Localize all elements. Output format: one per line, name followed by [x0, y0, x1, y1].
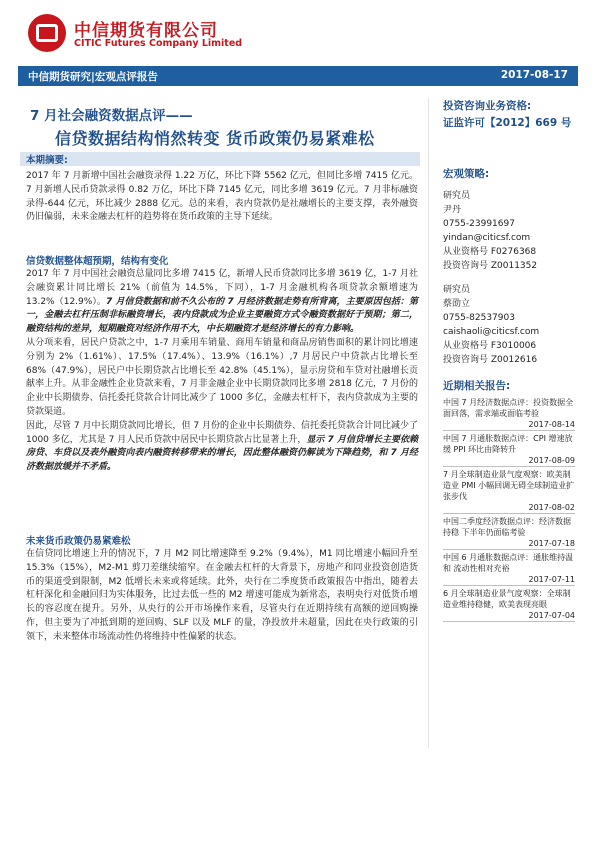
citic-logo-icon	[28, 14, 66, 52]
analyst1-qualification: 从业资格号 F0276368	[443, 247, 537, 257]
report-banner	[18, 66, 578, 86]
analyst1-name: 尹丹	[443, 205, 462, 215]
analyst1-consult-no: 投资咨询号 Z0011352	[443, 261, 538, 271]
section1-p1-normal: 2017 年 7 月中国社会融资总量同比多增 7415 亿，新增人民币贷款同比多增 3619 亿，1-7 月社会融资累计同比增长 21%（前值为 14.5%，下同），1-7 月金融机构各项贷款余额增速为 13.2%（12.9%）。	[26, 269, 418, 307]
company-name-cn: 中信期货有限公司	[74, 21, 218, 41]
summary-heading: 本期摘要:	[26, 155, 68, 166]
analyst-block	[443, 166, 575, 367]
report-date: 2017-08-17	[500, 69, 568, 81]
report-item[interactable]	[443, 552, 575, 586]
summary-band	[20, 152, 420, 166]
report-item-title[interactable]: 6 月全球制造业景气度观察：全球制造业维持稳健，欧美表现亮眼	[443, 589, 571, 609]
analyst1-phone: 0755-23991697	[443, 219, 515, 229]
analyst2-consult-no: 投资咨询号 Z0012616	[443, 355, 538, 365]
report-item-title[interactable]: 中国 7 月经济数据点评：投资数据全面回落，需求端或面临考验	[443, 398, 574, 418]
section1-body	[26, 268, 418, 475]
analyst1-role: 研究员	[443, 191, 471, 201]
section1-heading: 信贷数据整体超预期，结构有变化	[26, 256, 169, 267]
report-title-line2: 信贷数据结构悄然转变 货币政策仍易紧难松	[55, 129, 375, 148]
license-label: 投资咨询业务资格:	[443, 100, 532, 112]
report-item-date: 2017-07-18	[528, 539, 575, 548]
report-title-line1: 7 月社会融资数据点评——	[30, 108, 193, 124]
report-item[interactable]	[443, 397, 575, 431]
section1-p1-emphasis: 7 月信贷数据和前不久公布的 7 月经济数据走势有所背离，主要原因包括：第一，金融去杠杆压制非标融资增长，表内贷款成为企业主要融资方式令融资数据好于预期；第二，融资结构的差异，短期融资对经济作用不大，中长期融资才是经济增长的有力影响。	[26, 296, 418, 335]
section2-paragraph1: 在信贷同比增速上升的情况下，7 月 M2 同比增速降至 9.2%（9.4%），M1 同比增速小幅回升至 15.3%（15%），M2-M1 剪刀差继续缩窄。在金融去杠杆的大背景下，房地产和同业投资创造货币的渠道受到限制，M2 低增长未来或将延续。此外，央行在二季度货币政策报告中指出，随着去杠杆深化和金融回归为实体服务，比过去低一些的 M2 增速可能成为新常态，表明央行对低货币增长的容忍度在提升。另外，从央行的公开市场操作来看，尽管央行在近期持续有高额的逆回购操作，但主要为了冲抵到期的逆回购、SLF 以及 MLF 的量，净投放并未超量，因此在央行政策的引领下，未来整体市场流动性仍将维持中性偏紧的状态。	[26, 549, 418, 642]
report-item-date: 2017-08-09	[528, 456, 575, 465]
analyst2-email[interactable]: caishaoli@citicsf.com	[443, 327, 540, 337]
summary-paragraph: 2017 年 7 月新增中国社会融资录得 1.22 万亿，环比下降 5562 亿元，但同比多增 7415 亿元。7 月新增人民币贷款录得 0.82 万亿，环比下降 7145 亿元，同比多增 3619 亿元。7 月非标融资录得-644 亿元，环比减少 2888 亿元。总的来看，表内贷款仍是社融增长的主要支撑，表外融资仍旧偏弱，未来金融去杠杆的趋势将在货币政策的主导下延续。	[26, 171, 418, 223]
company-logo	[28, 14, 243, 58]
report-item-date: 2017-08-14	[528, 420, 575, 429]
report-item-title[interactable]: 7 月全球制造业景气度观察：欧美制造业 PMI 小幅回调无碍全球制造业扩张步伐	[443, 470, 575, 501]
related-reports	[443, 378, 575, 624]
report-item[interactable]	[443, 433, 575, 467]
section1-paragraph3	[26, 420, 418, 475]
strategy-heading: 宏观策略:	[443, 168, 490, 180]
analyst2-role: 研究员	[443, 285, 471, 295]
report-item[interactable]	[443, 516, 575, 550]
related-reports-heading: 近期相关报告:	[443, 380, 511, 392]
section1-p3-normal: 因此，尽管 7 月中长期贷款同比增长，但 7 月份的企业中长期债券、信托委托贷款合计同比减少了 1000 多亿，尤其是 7 月人民币贷款中居民中长期贷款占比显著上升，	[26, 420, 418, 445]
report-item-title[interactable]: 中国 7 月通胀数据点评：CPI 增速放缓 PPI 环比由降转升	[443, 434, 573, 454]
license-block	[443, 98, 575, 130]
section1-paragraph1	[26, 268, 418, 337]
license-number: 证监许可【2012】669 号	[443, 117, 572, 129]
report-item-title[interactable]: 中国二季度经济数据点评：经济数据持稳 下半年仍面临考验	[443, 517, 571, 537]
section1-p3-emphasis: 显示 7 月信贷增长主要依赖房贷、车贷以及表外融资向表内融资转移带来的增长，因此整体融资仍解读为下降趋势，和 7 月经济数据放缓并不矛盾。	[26, 434, 419, 473]
summary-text	[26, 170, 418, 225]
report-item-date: 2017-07-11	[528, 575, 575, 584]
analyst1-email[interactable]: yindan@citicsf.com	[443, 233, 531, 243]
company-name-en: CITIC Futures Company Limited	[74, 38, 243, 49]
column-divider	[428, 98, 429, 748]
report-category: 中信期货研究|宏观点评报告	[28, 71, 158, 83]
report-item-date: 2017-07-04	[528, 611, 575, 620]
analyst2-name: 蔡劭立	[443, 299, 471, 309]
report-item-title[interactable]: 中国 6 月通胀数据点评：通胀维持温和 流动性相对充裕	[443, 553, 574, 573]
section1-paragraph2: 从分项来看，居民户贷款之中，1-7 月乘用车销量、商用车销量和商品房销售面积的累计同比增速分别为 2%（1.61%）、17.5%（17.4%）、13.9%（16.1%）,7 月居民户中贷款占比增长至 68%（47.9%），居民户中长期贷款占比增长至 42.8%（45.1%），显示房贷和车贷对社融增长贡献率上升。从非金融性企业贷款来看，7 月非金融企业中长期贷款同比多增 2818 亿元，7 月份的企业中长期债券、信托委托贷款合计同比减少了 1000 多亿，金融去杠杆下，表内贷款成为主要的贷款渠道。	[26, 337, 418, 417]
report-item[interactable]	[443, 588, 575, 622]
report-item[interactable]	[443, 469, 575, 514]
analyst2-qualification: 从业资格号 F3010006	[443, 341, 537, 351]
report-item-date: 2017-08-02	[528, 503, 575, 512]
section2-heading: 未来货币政策仍易紧难松	[26, 536, 131, 547]
analyst2-phone: 0755-82537903	[443, 313, 515, 323]
section2-body	[26, 548, 418, 645]
